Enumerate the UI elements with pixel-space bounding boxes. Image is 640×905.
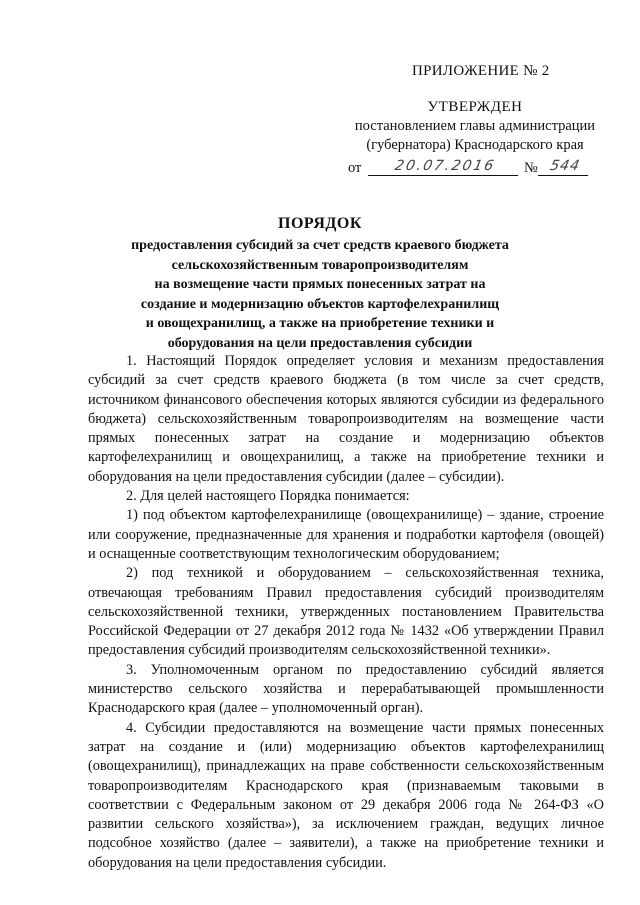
paragraph-3: 3. Уполномоченным органом по предоставлению субсидий является министерство сельского хозяйства и перерабатывающей промышленности Краснодарского края (далее – уполномоченный орган). [88, 661, 604, 717]
paragraph-4: 4. Субсидии предоставляются на возмещение части прямых понесенных затрат на создание и (или) модернизацию объектов картофелехранилищ (овощехранилищ), принадлежащих на праве собственности сельскохозяйственным товаропроизводителям Краснодарского края (признаваемым таковыми в соответствии с Федеральным законом от 29 декабря 2006 года № 264-ФЗ «О развитии сельского хозяйства»), за исключением граждан, ведущих личное подсобное хозяйство (далее – заявители), а также на приобретение техники и оборудования на цели предоставления субсидии. [88, 719, 604, 871]
approved-heading: УТВЕРЖДЕН [427, 99, 523, 115]
approved-by-line-2: (губернатора) Краснодарского края [366, 137, 584, 153]
title-line: и овощехранилищ, а также на приобретение техники и [145, 316, 495, 331]
handwritten-date: 20.07.2016 [368, 157, 522, 176]
document-title: ПОРЯДОК [278, 215, 362, 232]
date-number-row [340, 157, 610, 179]
title-line: оборудования на цели предоставления субсидии [167, 335, 473, 351]
title-line: сельскохозяйственным товаропроизводителям [171, 257, 469, 273]
paragraph-1: 1. Настоящий Порядок определяет условия и механизм предоставления субсидий за счет средств краевого бюджета (в том числе за счет средств, источником финансового обеспечения которых являются субсидии из федерального бюджета) сельскохозяйственным товаропроизводителям на возмещение части прямых понесенных затрат на создание и модернизацию объектов картофелехранилищ и овощехранилищ, а также на приобретение техники и оборудования на цели предоставления субсидии (далее – субсидии). [88, 353, 604, 485]
paragraph-2-1: 1) под объектом картофелехранилище (овощехранилище) – здание, строение или сооружение, предназначенные для хранения и подработки картофеля (овощей) и оснащенные соответствующим технологическим оборудованием; [88, 507, 604, 562]
paragraph-2-2: 2) под техникой и оборудованием – сельскохозяйственная техника, отвечающая требованиям Правил предоставления субсидий производителям сельскохозяйственной техники, утвержденных постановлением Правительства Российской Федерации от 27 декабря 2012 года № 1432 «Об утверждении Правил предоставления субсидий производителям сельскохозяйственной техники». [88, 565, 604, 659]
paragraph-2: 2. Для целей настоящего Порядка понимается: [126, 488, 410, 505]
appendix-label: ПРИЛОЖЕНИЕ № 2 [412, 63, 550, 79]
title-line: предоставления субсидий за счет средств краевого бюджета [131, 238, 509, 253]
approved-by-line-1: постановлением главы администрации [354, 118, 596, 134]
date-prefix: от [348, 160, 362, 176]
title-line: на возмещение части прямых понесенных затрат на [154, 277, 486, 292]
title-line: создание и модернизацию объектов картофелехранилищ [140, 296, 500, 312]
document-body [88, 352, 604, 873]
approval-block [340, 98, 610, 179]
number-label: № [524, 160, 538, 176]
document-title-block [80, 215, 560, 353]
handwritten-number: 544 [538, 157, 592, 176]
